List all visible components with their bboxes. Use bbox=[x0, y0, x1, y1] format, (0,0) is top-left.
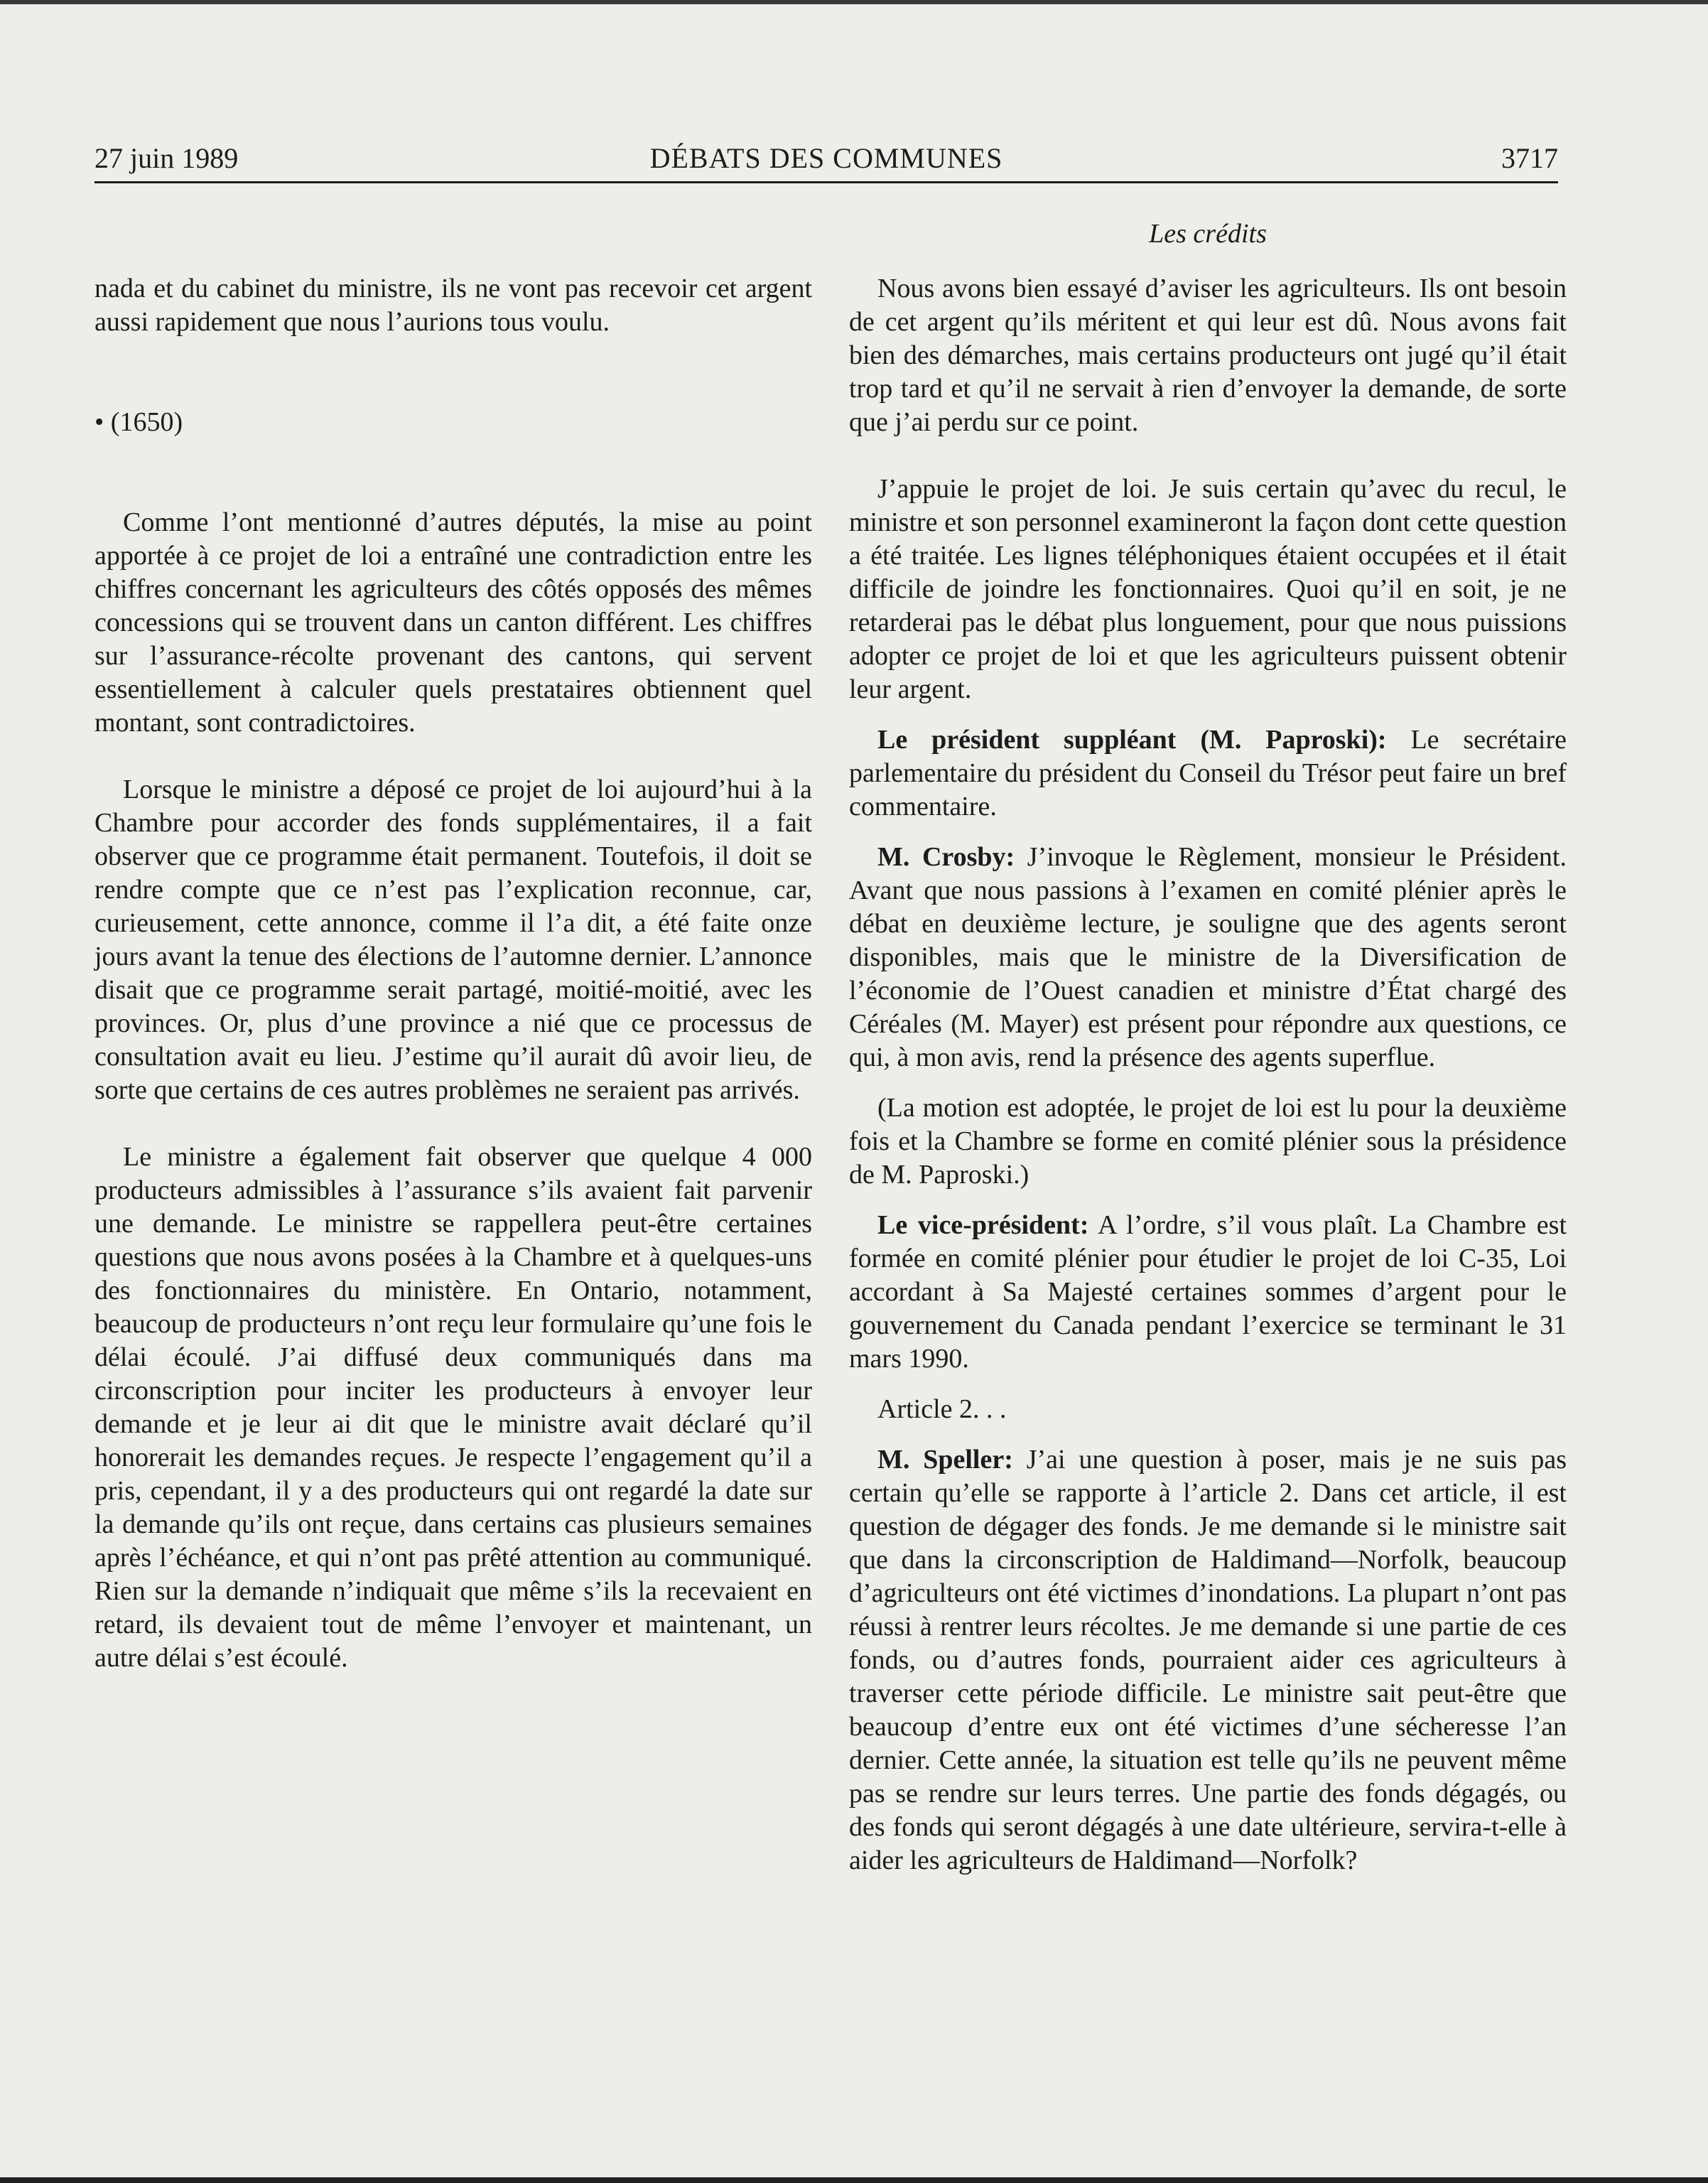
page-header bbox=[94, 141, 1558, 183]
speech-text: A l’ordre, s’il vous plaît. La Chambre est formée en comité plénier pour étudier le projet de loi C-35, Loi accordant à Sa Majesté certaines sommes d’argent pour le gouvernement du Canada pendant l’exercice se terminant le 31 mars 1990. bbox=[849, 1210, 1567, 1374]
header-rule bbox=[94, 181, 1558, 183]
speech-crosby bbox=[849, 841, 1567, 1074]
speech-text: J’ai une question à poser, mais je ne suis pas certain qu’elle se rapporte à l’article 2. Dans cet article, il est question de dégager des fonds. Je me demande si le ministre sait que dans la circonscription de Haldimand—Norfolk, beaucoup d’agriculteurs ont été victimes d’inondations. La plupart n’ont pas réussi à rentrer leurs récoltes. Je me demande si une partie de ces fonds, ou d’autres fonds, pourraient aider ces agriculteurs à traverser cette période difficile. Le ministre sait peut-être que beaucoup d’entre eux ont été victimes d’une sécheresse l’an dernier. Cette année, la situation est telle qu’ils ne peuvent même pas se rendre sur leurs terres. Une partie des fonds dégagés, ou des fonds qui seront dégagés à une date ultérieure, servira-t-elle à aider les agriculteurs de Haldimand—Norfolk? bbox=[849, 1445, 1567, 1875]
running-title: DÉBATS DES COMMUNES bbox=[649, 142, 1003, 174]
paragraph: Nous avons bien essayé d’aviser les agriculteurs. Ils ont besoin de cet argent qu’ils méritent et qui leur est dû. Nous avons fait bien des démarches, mais certains producteurs ont jugé qu’il était trop tard et qu’il ne servait à rien d’envoyer la demande, de sorte que j’ai perdu sur ce point. bbox=[849, 274, 1567, 437]
speech-text: Le secrétaire parlementaire du président du Conseil du Trésor peut faire un bref commentaire. bbox=[849, 725, 1567, 821]
paragraph: Lorsque le ministre a déposé ce projet de loi aujourd’hui à la Chambre pour accorder des fonds supplémentaires, il a fait observer que ce programme était permanent. Toutefois, il doit se rendre compte que ce n’est pas l’explication reconnue, car, curieusement, cette annonce, comme il l’a dit, a été faite onze jours avant la tenue des élections de l’automne dernier. L’annonce disait que ce programme serait partagé, moitié-moitié, avec les provinces. Or, plus d’une province a nié que ce processus de consultation avait eu lieu. J’estime qu’il aurait dû avoir lieu, de sorte que certains de ces autres problèmes ne seraient pas arrivés. bbox=[94, 775, 812, 1105]
article-heading: Article 2. . . bbox=[877, 1394, 1007, 1424]
timestamp: • (1650) bbox=[94, 407, 183, 437]
paragraph: Le ministre a également fait observer que quelque 4 000 producteurs admissibles à l’assurance s’ils avaient fait parvenir une demande. Le ministre se rappellera peut-être certaines questions que nous avons posées à la Chambre et à quelques-uns des fonctionnaires du ministère. En Ontario, notamment, beaucoup de producteurs n’ont reçu leur formulaire qu’une fois le délai écoulé. J’ai diffusé deux communiqués dans ma circonscription pour inciter les producteurs à envoyer leur demande et je leur ai dit que le ministre avait déclaré qu’il honorerait les demandes reçues. Je respecte l’engagement qu’il a pris, cependant, il y a des producteurs qui ont regardé la date sur la demande qu’ils ont reçue, dans certains cas plusieurs semaines après l’échéance, et qui n’ont pas prêté attention au communiqué. Rien sur la demande n’indiquait que même s’ils la recevaient en retard, ils devaient tout de même l’envoyer et maintenant, un autre délai s’est écoulé. bbox=[94, 1142, 812, 1673]
speaker-name: Le vice-président: bbox=[877, 1210, 1089, 1240]
page-bottom-edge bbox=[0, 2177, 1708, 2183]
speaker-name: Le président suppléant (M. Paproski): bbox=[877, 725, 1387, 755]
speech-paproski bbox=[849, 723, 1567, 824]
right-column bbox=[849, 272, 1567, 1877]
speaker-name: M. Speller: bbox=[877, 1445, 1013, 1475]
speaker-name: M. Crosby: bbox=[877, 842, 1015, 872]
page-top-edge bbox=[0, 0, 1708, 4]
page-number: 3717 bbox=[1501, 142, 1558, 174]
paragraph: Comme l’ont mentionné d’autres députés, la mise au point apportée à ce projet de loi a entraîné une contradiction entre les chiffres concernant les agriculteurs des côtés opposés des mêmes concessions qui se trouvent dans un canton différent. Les chiffres sur l’assurance-récolte provenant des cantons, qui servent essentiellement à calculer quels prestataires obtiennent quel montant, sont contradictoires. bbox=[94, 507, 812, 738]
paragraph-continued: nada et du cabinet du ministre, ils ne vont pas recevoir cet argent aussi rapidement que nous l’aurions tous voulu. bbox=[94, 274, 812, 337]
left-column bbox=[94, 272, 812, 1675]
paragraph: J’appuie le projet de loi. Je suis certain qu’avec du recul, le ministre et son personnel examineront la façon dont cette question a été traitée. Les lignes téléphoniques étaient occupées et il était difficile de joindre les fonctionnaires. Quoi qu’il en soit, je ne retarderai pas le débat plus longuement, pour que nous puissions adopter ce projet de loi et que les agriculteurs puissent obtenir leur argent. bbox=[849, 474, 1567, 704]
speech-vice-president bbox=[849, 1209, 1567, 1376]
speech-text: J’invoque le Règlement, monsieur le Président. Avant que nous passions à l’examen en comité plénier après le débat en deuxième lecture, je souligne que des agents seront disponibles, mais que le ministre de la Diversification de l’économie de l’Ouest canadien et ministre d’État chargé des Céréales (M. Mayer) est présent pour répondre aux questions, ce qui, à mon avis, rend la présence des agents superflue. bbox=[849, 842, 1567, 1072]
speech-speller bbox=[849, 1443, 1567, 1877]
section-subject: Les crédits bbox=[1149, 219, 1267, 249]
motion-note: (La motion est adoptée, le projet de loi est lu pour la deuxième fois et la Chambre se forme en comité plénier sous la présidence de M. Paproski.) bbox=[849, 1093, 1567, 1190]
header-date: 27 juin 1989 bbox=[94, 142, 239, 174]
